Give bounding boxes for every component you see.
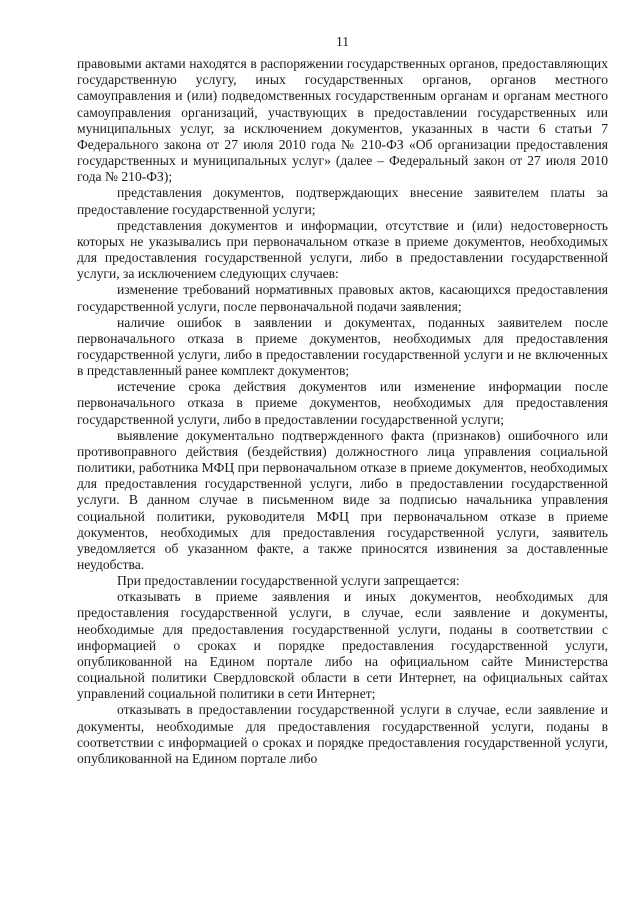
paragraph: При предоставлении государственной услуги запрещается: bbox=[117, 573, 460, 589]
paragraph: отказывать в приеме заявления и иных документов, необходимых для предоставления государственной услуги, в случае, если заявление и документы, необходимые для предоставления государственной услуги, поданы в соответствии с информацией о сроках и порядке предоставления государственной услуги, опубликованной на Едином портале либо на официальном сайте Министерства социальной политики Свердловской области в сети Интернет, на официальных сайтах управлений социальной политики в сети Интернет; bbox=[77, 589, 608, 702]
paragraph: истечение срока действия документов или изменение информации после первоначального отказа в приеме документов, необходимых для предоставления государственной услуги, либо в предоставлении государственной услуги; bbox=[77, 379, 608, 427]
paragraph: представления документов, подтверждающих внесение заявителем платы за предоставление государственной услуги; bbox=[77, 185, 608, 217]
document-body bbox=[77, 56, 608, 767]
paragraph: представления документов и информации, отсутствие и (или) недостоверность которых не указывались при первоначальном отказе в приеме документов, необходимых для предоставления государственной услуги, либо в предоставлении государственной услуги, за исключением следующих случаев: bbox=[77, 217, 608, 282]
paragraph: наличие ошибок в заявлении и документах, поданных заявителем после первоначального отказа в приеме документов, необходимых для предоставления государственной услуги, либо в предоставлении государственной услуги и не включенных в представленный ранее комплект документов; bbox=[77, 314, 608, 379]
paragraph: отказывать в предоставлении государственной услуги в случае, если заявление и документы, необходимые для предоставления государственной услуги, поданы в соответствии с информацией о сроках и порядке предоставления государственной услуги, опубликованной на Едином портале либо bbox=[77, 702, 608, 766]
paragraph: изменение требований нормативных правовых актов, касающихся предоставления государственной услуги, после первоначальной подачи заявления; bbox=[77, 282, 608, 314]
paragraph: выявление документально подтвержденного факта (признаков) ошибочного или противоправного действия (бездействия) должностного лица управления социальной политики, работника МФЦ при первоначальном отказе в приеме документов, необходимых для предоставления государственной услуги, либо в предоставлении государственной услуги. В данном случае в письменном виде за подписью начальника управления социальной политики, руководителя МФЦ при первоначальном отказе в приеме документов, необходимых для предоставления государственной услуги, заявитель уведомляется об указанном факте, а также приносятся извинения за доставленные неудобства. bbox=[77, 427, 608, 572]
paragraph: правовыми актами находятся в распоряжении государственных органов, предоставляющих государственную услугу, иных государственных органов, органов местного самоуправления и (или) подведомственных государственным органам и органам местного самоуправления организаций, участвующих в предоставлении государственных или муниципальных услуг, за исключением документов, указанных в части 6 статьи 7 Федерального закона от 27 июля 2010 года № 210-ФЗ «Об организации предоставления государственных и муниципальных услуг» (далее – Федеральный закон от 27 июля 2010 года № 210-ФЗ); bbox=[77, 56, 608, 185]
page-number: 11 bbox=[335, 34, 350, 49]
